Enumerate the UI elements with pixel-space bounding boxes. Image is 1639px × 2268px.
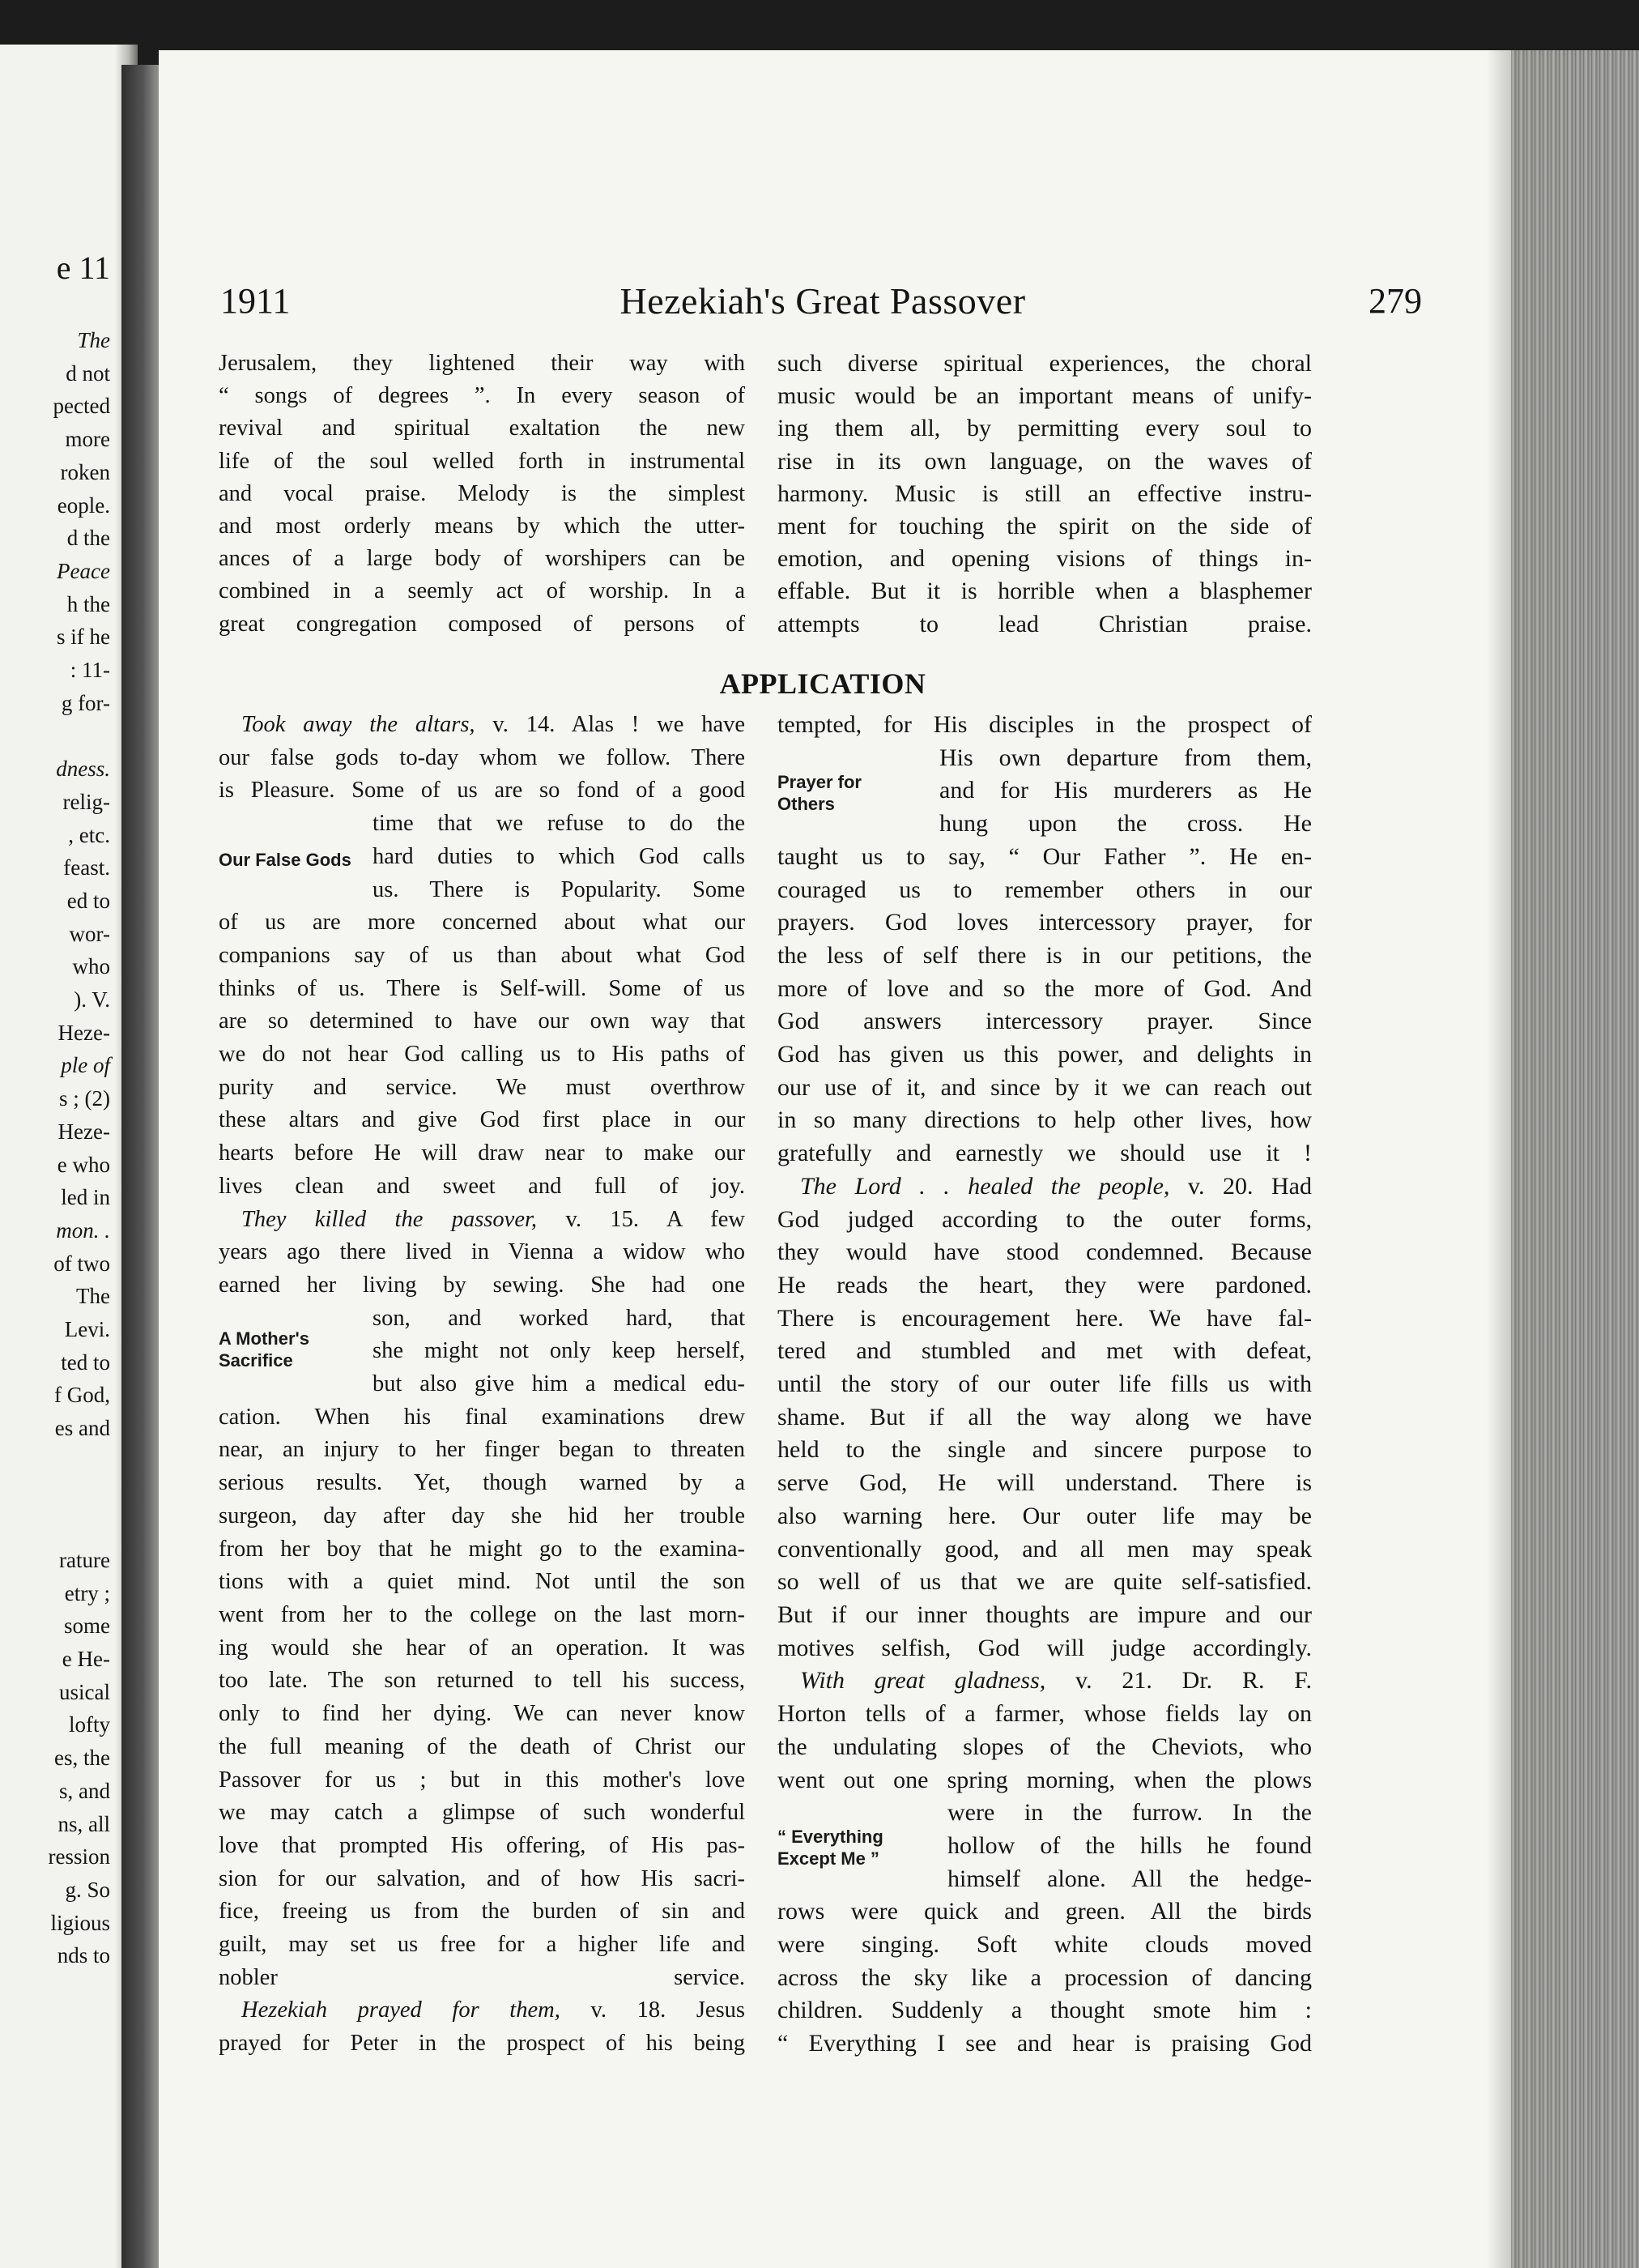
previous-page-fragment: : 11- [70, 658, 110, 682]
text-line: couraged us to remember others in our [777, 876, 1312, 903]
text-line: guilt, may set us free for a higher life and [219, 1932, 745, 1958]
text-line: ing would she hear of an operation. It was [219, 1635, 745, 1660]
previous-page-fragment: nds to [57, 1943, 110, 1968]
text-line: the full meaning of the death of Christ our [219, 1733, 745, 1759]
margin-head-mothers-sacrifice-line1: A Mother's [219, 1328, 309, 1349]
text-line: were singing. Soft white clouds moved [777, 1931, 1312, 1959]
previous-page-fragment: feast. [63, 855, 110, 880]
text-line: serve God, He will understand. There is [777, 1469, 1312, 1497]
text-line: God judged according to the outer forms, [777, 1205, 1312, 1233]
previous-page-fragment: d not [66, 360, 110, 386]
text-line: earned her living by sewing. She had one [219, 1272, 745, 1298]
previous-page-edge [0, 45, 138, 2268]
text-line: were in the furrow. In the [947, 1799, 1312, 1827]
previous-page-fragment: Heze- [57, 1020, 110, 1045]
text-line: more of love and so the more of God. And [777, 974, 1312, 1002]
previous-page-fragment: wor- [69, 921, 110, 946]
text-span: v. 15. A few [537, 1206, 745, 1232]
text-line: thinks of us. There is Self-will. Some of us [219, 975, 745, 1001]
text-line: love that prompted His offering, of His pas- [219, 1832, 745, 1858]
text-line: from her boy that he might go to the examina- [219, 1536, 745, 1562]
text-line: Jerusalem, they lightened their way with [219, 351, 745, 376]
text-line: hard duties to which God calls [372, 843, 745, 869]
application-left-column [219, 709, 745, 2061]
text-line: attempts to lead Christian praise. [777, 610, 1312, 637]
previous-page-fragment: , etc. [68, 822, 110, 847]
text-line: is Pleasure. Some of us are so fond of a good [219, 778, 745, 804]
text-line: we do not hear God calling us to His paths of [219, 1042, 745, 1068]
text-line: himself alone. All the hedge- [947, 1865, 1312, 1892]
text-line: and for His murderers as He [939, 777, 1312, 804]
page-number: 279 [1369, 281, 1422, 321]
text-line: we may catch a glimpse of such wonderful [219, 1800, 745, 1826]
previous-page-fragment: e He- [62, 1647, 110, 1671]
text-line: surgeon, day after day she hid her trouble [219, 1503, 745, 1528]
previous-page-fragment: dness. [56, 757, 110, 782]
paragraph-start-line [219, 1994, 745, 2027]
text-line: hollow of the hills he found [947, 1831, 1312, 1859]
text-line: music would be an important means of unify- [777, 382, 1312, 410]
previous-page-fragment: relig- [62, 789, 110, 814]
top-left-column [219, 347, 745, 641]
previous-page-fragment: ). V. [74, 987, 110, 1012]
text-line: motives selfish, God will judge accordingly. [777, 1634, 1312, 1661]
previous-page-fragment: ple of [61, 1053, 110, 1078]
text-line: rows were quick and green. All the birds [777, 1898, 1312, 1925]
text-line: cation. When his final examinations drew [219, 1404, 745, 1430]
verse-reference: They killed the passover, [241, 1206, 538, 1232]
text-line: near, an injury to her finger began to threaten [219, 1437, 745, 1463]
page-edges-stack [1487, 50, 1639, 2268]
text-line: these altars and give God first place in our [219, 1107, 745, 1133]
text-line: There is encouragement here. We have fal- [777, 1304, 1312, 1332]
text-span: v. 21. Dr. R. F. [1045, 1667, 1313, 1695]
text-line: fice, freeing us from the burden of sin and [219, 1899, 745, 1925]
previous-page-fragment: es, the [54, 1746, 110, 1771]
text-line: held to the single and sincere purpose to [777, 1436, 1312, 1464]
text-line: sion for our salvation, and of how His sacri- [219, 1865, 745, 1891]
text-line: tered and stumbled and met with defeat, [777, 1337, 1312, 1365]
margin-head-everything-except-me-line1: “ Everything [777, 1827, 883, 1847]
text-line: only to find her dying. We can never know [219, 1701, 745, 1727]
text-line: too late. The son returned to tell his success, [219, 1668, 745, 1694]
text-line: but also give him a medical edu- [372, 1371, 745, 1397]
page-edge-shadow [1487, 50, 1511, 2268]
paragraph-start-line [777, 1170, 1312, 1204]
text-line: rise in its own language, on the waves of [777, 447, 1312, 475]
previous-page-fragment: e who [57, 1152, 110, 1177]
text-line: ances of a large body of worshipers can be [219, 546, 745, 572]
text-line: emotion, and opening visions of things in- [777, 545, 1312, 573]
text-line: time that we refuse to do the [372, 811, 745, 837]
previous-page-fragment: usical [59, 1679, 110, 1704]
top-right-column [777, 347, 1312, 641]
text-line: effable. But it is horrible when a blasphemer [777, 578, 1312, 605]
previous-page-fragment: some [64, 1614, 110, 1639]
text-line: “ Everything I see and hear is praising God [777, 2030, 1312, 2057]
text-line: tempted, for His disciples in the prospect of [777, 711, 1312, 738]
margin-head-everything-except-me-line2: Except Me ” [777, 1848, 879, 1869]
previous-page-fragment: s ; (2) [59, 1086, 110, 1111]
text-line: prayed for Peter in the prospect of his being [219, 2031, 745, 2057]
text-span: v. 18. Jesus [560, 1997, 746, 2023]
text-line: ing them all, by permitting every soul to [777, 415, 1312, 442]
previous-page-fragment: The [77, 328, 110, 352]
text-line: tions with a quiet mind. Not until the son [219, 1569, 745, 1595]
previous-page-fragment: ed to [66, 888, 110, 913]
text-line: prayers. God loves intercessory prayer, for [777, 909, 1312, 936]
text-line: and most orderly means by which the utter- [219, 514, 745, 539]
previous-page-fragment: more [65, 427, 110, 452]
text-line: children. Suddenly a thought smote him : [777, 1997, 1312, 2024]
text-line: His own departure from them, [939, 744, 1312, 771]
previous-page-fragment: g. So [65, 1877, 110, 1902]
previous-page-fragment: rature [59, 1547, 110, 1572]
paragraph-start-line [219, 1204, 745, 1237]
text-line: revival and spiritual exaltation the new [219, 416, 745, 441]
previous-page-fragment: ted to [61, 1349, 110, 1375]
previous-page-fragment: ns, all [57, 1811, 110, 1836]
text-line: God answers intercessory prayer. Since [777, 1008, 1312, 1035]
section-heading: APPLICATION [719, 667, 926, 700]
text-line: life of the soul welled forth in instrumental [219, 448, 745, 474]
text-line: in so many directions to help other lives, how [777, 1106, 1312, 1134]
book-page [159, 50, 1487, 2268]
text-line: He reads the heart, they were pardoned. [777, 1271, 1312, 1298]
text-line: went out one spring morning, when the plows [777, 1766, 1312, 1793]
running-head-title: Hezekiah's Great Passover [619, 280, 1026, 322]
text-line: companions say of us than about what God [219, 942, 745, 968]
previous-page-fragment: of two [53, 1251, 110, 1276]
text-line: hung upon the cross. He [939, 810, 1312, 838]
verse-reference: With great gladness, [800, 1667, 1046, 1695]
text-line: serious results. Yet, though warned by a [219, 1470, 745, 1496]
text-line: But if our inner thoughts are impure and our [777, 1601, 1312, 1628]
margin-head-mothers-sacrifice-line2: Sacrifice [219, 1350, 293, 1371]
previous-page-fragment: mon. . [56, 1217, 110, 1243]
text-line: they would have stood condemned. Because [777, 1238, 1312, 1266]
text-line: are so determined to have our own way that [219, 1008, 745, 1034]
paragraph-start-line [777, 1665, 1312, 1698]
margin-head-prayer-for-others-line1: Prayer for [777, 772, 862, 792]
text-line: God has given us this power, and delights in [777, 1041, 1312, 1068]
text-line: the less of self there is in our petitions, the [777, 941, 1312, 969]
text-line: conventionally good, and all men may speak [777, 1535, 1312, 1562]
text-line: also warning here. Our outer life may be [777, 1502, 1312, 1529]
previous-page-fragment: s if he [57, 625, 110, 650]
text-line: our false gods to-day whom we follow. There [219, 744, 745, 770]
previous-page-fragment: ression [48, 1844, 110, 1869]
text-line: purity and service. We must overthrow [219, 1074, 745, 1100]
text-line: so well of us that we are quite self-satisfied. [777, 1568, 1312, 1596]
verse-reference: Hezekiah prayed for them, [241, 1997, 560, 2023]
text-line: son, and worked hard, that [372, 1305, 745, 1331]
previous-page-fragment: h the [66, 591, 110, 616]
text-line: across the sky like a procession of dancing [777, 1963, 1312, 1991]
previous-page-fragment: g for- [61, 690, 110, 715]
text-line: until the story of our outer life fills us with [777, 1371, 1312, 1398]
text-line: “ songs of degrees ”. In every season of [219, 383, 745, 409]
text-line: nobler service. [219, 1964, 745, 1990]
previous-page-fragment: lofty [69, 1712, 110, 1737]
text-line: gratefully and earnestly we should use it ! [777, 1140, 1312, 1167]
previous-page-running-head: e 11 [56, 249, 110, 286]
previous-page-fragment: d the [66, 526, 110, 551]
previous-page-fragment: Peace [57, 558, 110, 583]
previous-page-fragment: led in [61, 1185, 110, 1210]
text-line: of us are more concerned about what our [219, 910, 745, 936]
verse-reference: The Lord . . healed the people, [800, 1172, 1170, 1200]
text-line: taught us to say, “ Our Father ”. He en- [777, 842, 1312, 870]
text-line: harmony. Music is still an effective instru- [777, 480, 1312, 507]
previous-page-fragment: Levi. [64, 1317, 110, 1341]
text-line: went from her to the college on the last morn- [219, 1601, 745, 1627]
verse-reference: Took away the altars, [241, 712, 475, 737]
text-line: Passover for us ; but in this mother's love [219, 1767, 745, 1793]
previous-page-fragment: Heze- [57, 1119, 110, 1144]
previous-page-fragment: pected [53, 394, 110, 419]
text-line: our use of it, and since by it we can reach out [777, 1073, 1312, 1101]
text-line: Horton tells of a farmer, whose fields lay on [777, 1700, 1312, 1728]
text-line: great congregation composed of persons of [219, 611, 745, 637]
previous-page-fragment: es and [54, 1416, 110, 1441]
text-line: lives clean and sweet and full of joy. [219, 1173, 745, 1199]
previous-page-fragment: s, and [59, 1778, 110, 1803]
text-line: the undulating slopes of the Cheviots, who [777, 1733, 1312, 1760]
running-head-year: 1911 [220, 281, 291, 321]
text-line: years ago there lived in Vienna a widow who [219, 1239, 745, 1265]
text-line: us. There is Popularity. Some [372, 876, 745, 902]
paragraph-start-line [219, 709, 745, 742]
text-line: shame. But if all the way along we have [777, 1403, 1312, 1430]
previous-page-fragment: roken [60, 459, 110, 484]
previous-page-fragment: etry ; [64, 1580, 110, 1605]
text-line: such diverse spiritual experiences, the choral [777, 350, 1312, 377]
previous-page-fragment: ligious [50, 1910, 110, 1935]
text-line: she might not only keep herself, [372, 1338, 745, 1364]
text-span: v. 20. Had [1169, 1172, 1312, 1200]
previous-page-fragment: eople. [57, 492, 110, 518]
text-line: combined in a seemly act of worship. In a [219, 578, 745, 604]
previous-page-fragment: who [72, 954, 110, 979]
previous-page-fragment: The [76, 1284, 110, 1309]
text-line: and vocal praise. Melody is the simplest [219, 480, 745, 506]
text-line: hearts before He will draw near to make our [219, 1140, 745, 1166]
margin-head-prayer-for-others-line2: Others [777, 794, 835, 814]
previous-page-fragment: f God, [54, 1383, 110, 1408]
margin-head-our-false-gods: Our False Gods [219, 850, 351, 870]
text-span: v. 14. Alas ! we have [475, 712, 745, 737]
text-line: ment for touching the spirit on the side of [777, 513, 1312, 540]
